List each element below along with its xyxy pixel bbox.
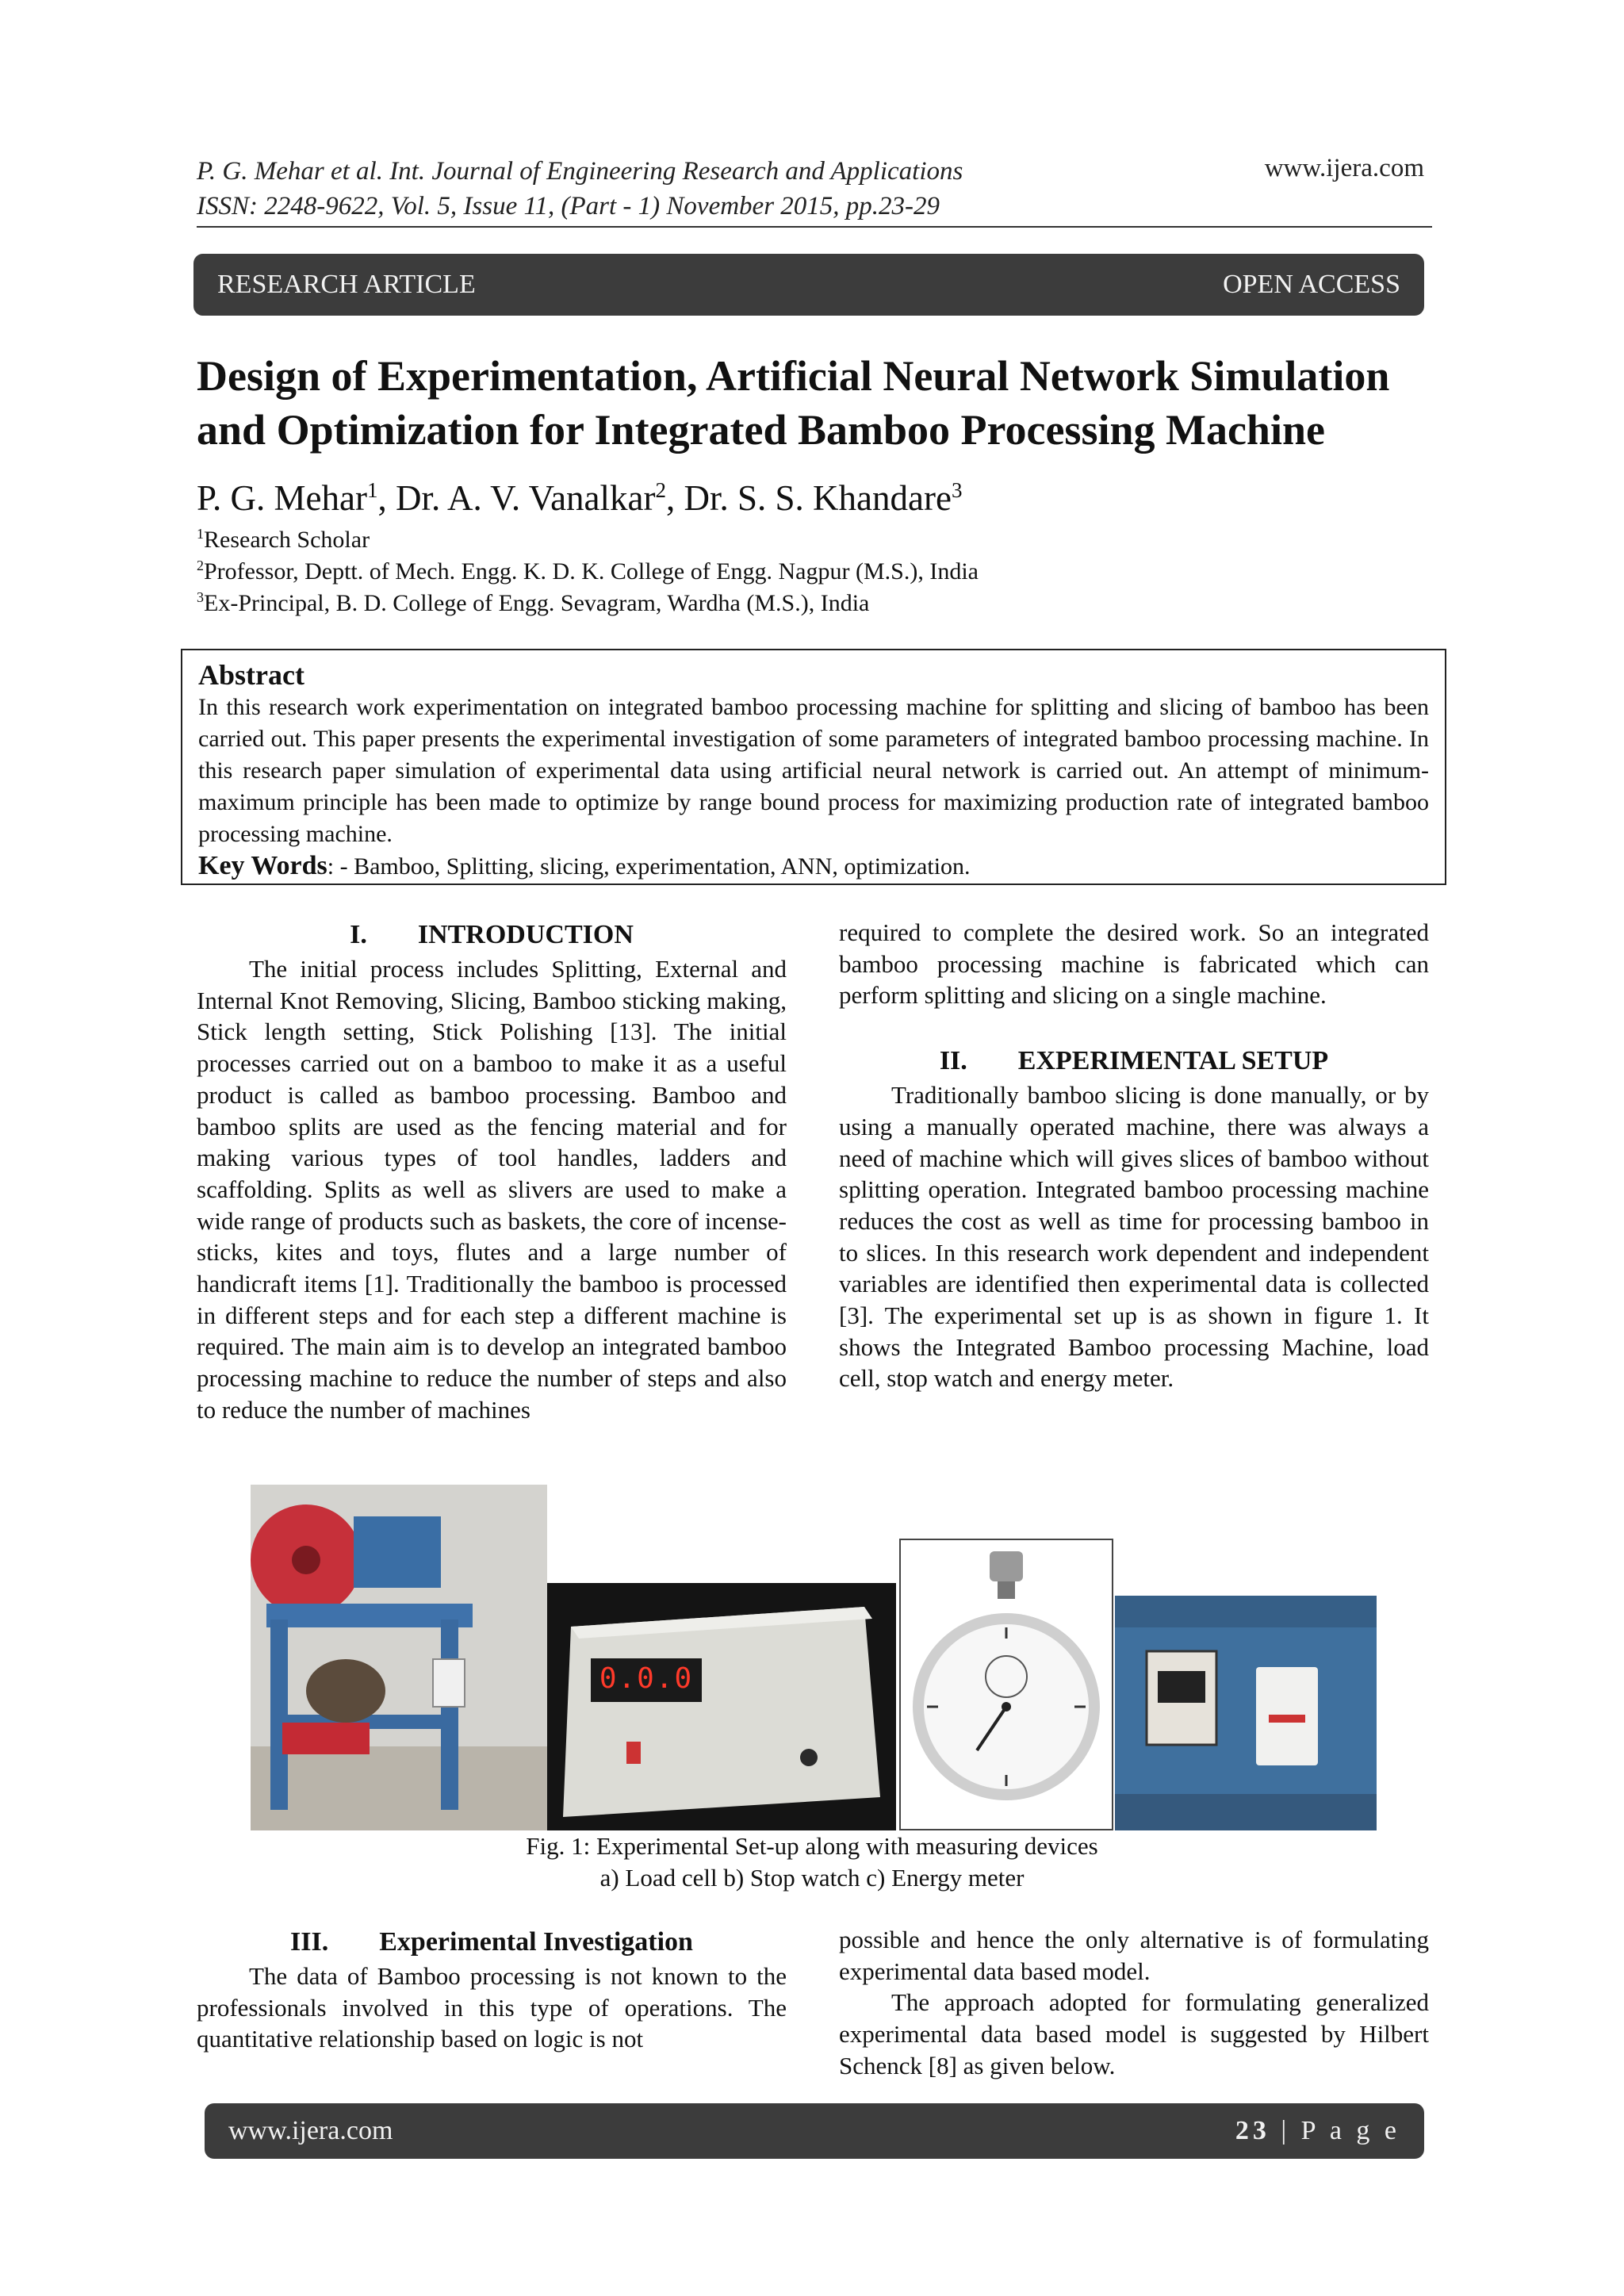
open-access-label: OPEN ACCESS <box>1223 270 1400 299</box>
author-name: Dr. A. V. Vanalkar <box>395 478 656 518</box>
introduction-paragraph: The initial process includes Splitting, External and Internal Knot Removing, Slicing, Bamboo sticking making, Stick length setting, Stick Polishing [13]. The initial processes carried out on a bamboo to make it as a useful product is called as bamboo processing. Bamboo and bamboo splits are used as the fencing material and for making various types of tool handles, ladders and scaffolding. Splits as well as slivers are used to make a wide range of products such as baskets, the core of incense-sticks, kites and toys, flutes and a large number of handicraft items [1]. Traditionally the bamboo is processed in different steps and for each step a different machine is required. The main aim is to develop an integrated bamboo processing machine to reduce the number of steps and also to reduce the number of machines <box>197 955 787 1424</box>
section-title: Experimental Investigation <box>379 1927 693 1957</box>
affiliation-text: Professor, Deptt. of Mech. Engg. K. D. K. College of Engg. Nagpur (M.S.), India <box>204 558 979 585</box>
affiliation-1 <box>197 525 370 555</box>
page-label: | P a g e <box>1270 2116 1400 2145</box>
section-heading-experimental-investigation <box>197 1924 787 1961</box>
introduction-continued-paragraph: required to complete the desired work. So an integrated bamboo processing machine is fabricated which can perform splitting and slicing on a single machine. <box>839 918 1429 1010</box>
investigation-continued-paragraph: possible and hence the only alternative is of formulating experimental data based model. <box>839 1926 1429 1985</box>
journal-citation-line: P. G. Mehar et al. Int. Journal of Engineering Research and Applications <box>197 157 963 186</box>
load-cell-photo <box>547 1583 896 1830</box>
left-column-investigation <box>197 1924 787 2055</box>
page-indicator <box>1235 2116 1400 2146</box>
figure-1-subcaption: a) Load cell b) Stop watch c) Energy meter <box>599 1864 1025 1892</box>
section-number: III. <box>290 1927 329 1957</box>
approach-paragraph: The approach adopted for formulating generalized experimental data based model is suggested by Hilbert Schenck [8] as given below. <box>839 1988 1429 2079</box>
paper-title <box>197 349 1450 457</box>
research-article-label: RESEARCH ARTICLE <box>217 270 476 299</box>
title-line-1: Design of Experimentation, Artificial Neural Network Simulation <box>197 352 1390 400</box>
section-title: EXPERIMENTAL SETUP <box>1017 1046 1329 1076</box>
right-column-investigation <box>839 1924 1429 2082</box>
page-number: 23 <box>1235 2116 1270 2145</box>
investigation-paragraph: The data of Bamboo processing is not known to the professionals involved in this type of operations. The quantitative relationship based on logic is not <box>197 1962 787 2053</box>
affiliation-text: Research Scholar <box>204 527 370 553</box>
article-type-banner <box>193 254 1424 316</box>
load-cell-illustration <box>547 1583 896 1830</box>
author-list: P. G. Mehar$^1$, Dr. A. V. Vanalkar$^2$, Dr. S. S. Khandare$^3$ <box>197 478 963 518</box>
section-heading-experimental-setup <box>839 1043 1429 1079</box>
section-number: II. <box>939 1046 967 1076</box>
section-number: I. <box>350 920 367 949</box>
energy-meter-illustration <box>1115 1596 1377 1830</box>
section-title: INTRODUCTION <box>417 920 634 949</box>
abstract-heading: Abstract <box>198 659 304 691</box>
affiliation-2 <box>197 557 979 587</box>
keywords-text: : - Bamboo, Splitting, slicing, experimentation, ANN, optimization. <box>327 853 971 880</box>
experimental-setup-paragraph: Traditionally bamboo slicing is done manually, or by using a manually operated machine, there was always a need of machine which will gives slices of bamboo without splitting operation. Integrated bamboo processing machine reduces the cost as well as time for processing bamboo in to slices. In this research work dependent and independent variables are identified then experimental data is collected [3]. The experimental set up is as shown in figure 1. It shows the Integrated Bamboo processing Machine, load cell, stop watch and energy meter. <box>839 1081 1429 1393</box>
footer-website-link[interactable]: www.ijera.com <box>228 2116 393 2145</box>
keywords-line <box>198 850 1429 883</box>
affiliation-sup: 3 <box>197 589 204 605</box>
machine-photo <box>251 1485 547 1830</box>
stopwatch-photo <box>899 1539 1113 1830</box>
page-footer <box>205 2103 1424 2159</box>
machine-illustration <box>251 1485 547 1830</box>
affiliation-3 <box>197 588 869 619</box>
author-name: P. G. Mehar <box>197 478 367 518</box>
affiliation-sup: 2 <box>197 558 204 573</box>
section-heading-introduction <box>197 917 787 953</box>
figure-1-caption: Fig. 1: Experimental Set-up along with measuring devices <box>526 1832 1098 1860</box>
author-sup: 3 <box>951 478 963 502</box>
affiliation-text: Ex-Principal, B. D. College of Engg. Sevagram, Wardha (M.S.), India <box>204 590 870 616</box>
affiliation-sup: 1 <box>197 526 204 542</box>
header-website-link[interactable]: www.ijera.com <box>1264 154 1424 182</box>
load-cell-display: 0.0.0 <box>599 1662 694 1695</box>
left-column-intro <box>197 917 787 1426</box>
issn-line: ISSN: 2248-9622, Vol. 5, Issue 11, (Part - 1) November 2015, pp.23-29 <box>197 192 940 220</box>
keywords-label: Key Words <box>198 851 327 880</box>
abstract-body: In this research work experimentation on integrated bamboo processing machine for splitting and slicing of bamboo has been carried out. This paper presents the experimental investigation of some parameters of integrated bamboo processing machine. In this research paper simulation of experimental data using artificial neural network is carried out. An attempt of minimum-maximum principle has been made to optimize by range bound process for maximizing production rate of integrated bamboo processing machine. <box>198 694 1429 847</box>
title-line-2: and Optimization for Integrated Bamboo Processing Machine <box>197 406 1325 454</box>
header-divider <box>197 226 1432 228</box>
author-sup: 2 <box>655 478 666 502</box>
energy-meter-photo <box>1115 1596 1377 1830</box>
author-sup: 1 <box>366 478 378 502</box>
right-column-setup <box>839 917 1429 1394</box>
stopwatch-illustration <box>901 1540 1112 1829</box>
author-name: Dr. S. S. Khandare <box>684 478 952 518</box>
abstract-box <box>181 649 1446 885</box>
figure-1-photos <box>251 1485 1377 1830</box>
